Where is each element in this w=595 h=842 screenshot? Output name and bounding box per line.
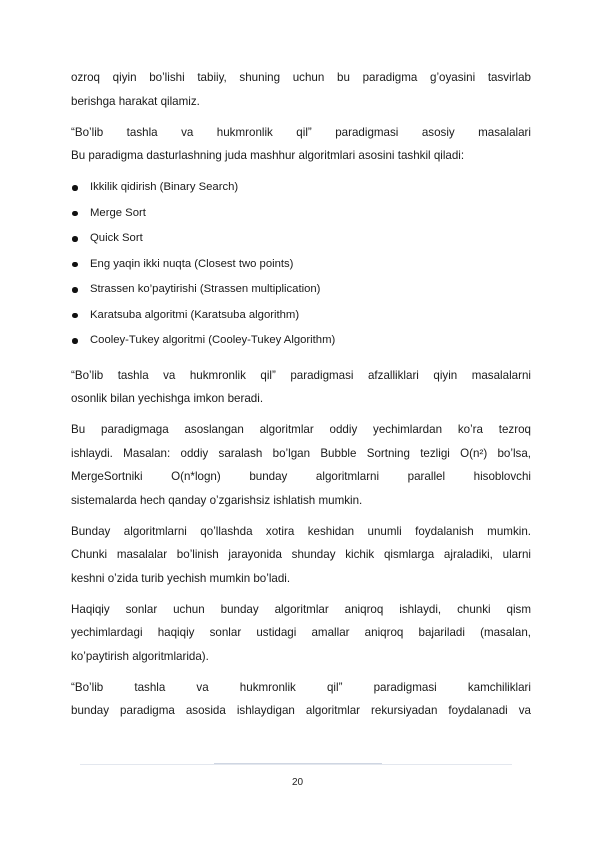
paragraph-real-numbers: [71, 598, 531, 669]
paragraph-cache: [71, 520, 531, 591]
footer-divider-accent: [214, 763, 382, 764]
list-item: [71, 175, 531, 201]
text-line: berishga harakat qilamiz.: [71, 94, 200, 108]
text-line: Chunki masalalar bo’linish jarayonida shunday kichik qismlarga ajraladiki, ularni: [71, 548, 531, 561]
list-item-text: Strassen ko’paytirishi (Strassen multiplication): [90, 283, 321, 295]
list-item: [71, 277, 531, 303]
page-number: 20: [291, 777, 304, 788]
paragraph-intro: [71, 66, 531, 113]
text-line: ishlaydi. Masalan: oddiy saralash bo’lgan Bubble Sortning tezligi O(n²) bo’lsa,: [71, 446, 531, 460]
text-line: keshni o’zida turib yechish mumkin bo’ladi.: [71, 571, 291, 585]
list-item-text: Karatsuba algoritmi (Karatsuba algorithm): [90, 308, 300, 321]
bullet-icon: [72, 185, 78, 191]
text-line: ko’paytirish algoritmlarida).: [71, 649, 209, 663]
paragraph-advantages: [71, 364, 531, 411]
bullet-icon: [72, 262, 78, 268]
list-item: [71, 226, 531, 252]
text-line: Bu paradigma dasturlashning juda mashhur algoritmlari asosini tashkil qiladi:: [71, 149, 465, 162]
section-heading-line: “Bo’lib tashla va hukmronlik qil” paradigmasi kamchiliklari: [71, 680, 531, 694]
text-line: yechimlardagi haqiqiy sonlar ustidagi amallar aniqroq bajariladi (masalan,: [71, 626, 531, 639]
footer-divider: [80, 764, 512, 765]
bullet-icon: [72, 236, 78, 242]
list-item-text: Cooley-Tukey algoritmi (Cooley-Tukey Algorithm): [90, 334, 336, 346]
text-line: sistemalarda hech qanday o’zgarishsiz ishlatish mumkin.: [71, 493, 363, 507]
list-item: [71, 252, 531, 278]
section-heading-line: “Bo’lib tashla va hukmronlik qil” paradigmasi asosiy masalalari: [71, 125, 531, 139]
list-item: [71, 303, 531, 329]
text-line: MergeSortniki O(n*logn) bunday algoritmlarni parallel hisoblovchi: [71, 470, 531, 483]
text-line: Haqiqiy sonlar uchun bunday algoritmlar aniqroq ishlaydi, chunki qism: [71, 602, 531, 616]
paragraph-main-tasks: [71, 121, 531, 168]
list-item: [71, 328, 531, 354]
list-item-text: Merge Sort: [90, 206, 146, 219]
text-line: ozroq qiyin bo’lishi tabiiy, shuning uchun bu paradigma g’oyasini tasvirlab: [71, 71, 531, 84]
paragraph-disadvantages: [71, 676, 531, 723]
bullet-icon: [72, 338, 78, 344]
text-line: osonlik bilan yechishga imkon beradi.: [71, 392, 264, 405]
bullet-icon: [72, 313, 78, 319]
list-item-text: Quick Sort: [90, 232, 143, 244]
list-item-text: Eng yaqin ikki nuqta (Closest two points): [90, 257, 294, 270]
text-line: “Bo’lib tashla va hukmronlik qil” paradigmasi afzalliklari qiyin masalalarni: [71, 368, 531, 382]
paragraph-speed: [71, 418, 531, 512]
bullet-icon: [72, 211, 78, 217]
algorithm-list: [71, 175, 531, 354]
text-line: bunday paradigma asosida ishlaydigan algoritmlar rekursiyadan foydalanadi va: [71, 704, 531, 717]
text-line: Bunday algoritmlarni qo’llashda xotira keshidan unumli foydalanish mumkin.: [71, 524, 531, 538]
bullet-icon: [72, 287, 78, 293]
text-line: Bu paradigmaga asoslangan algoritmlar oddiy yechimlardan ko’ra tezroq: [71, 423, 531, 436]
list-item: [71, 201, 531, 227]
list-item-text: Ikkilik qidirish (Binary Search): [90, 181, 239, 193]
document-page: [71, 66, 531, 730]
